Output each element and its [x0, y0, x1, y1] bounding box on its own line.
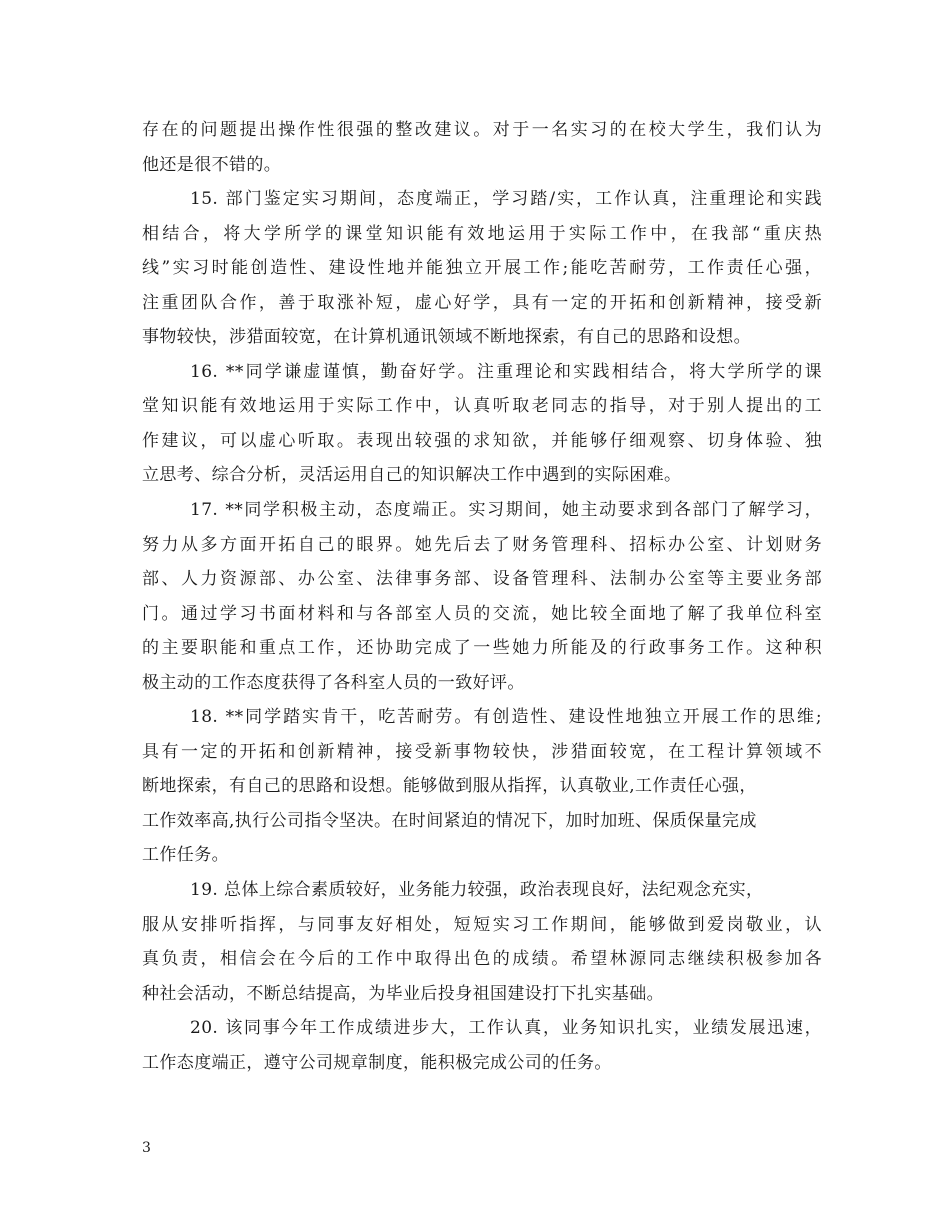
document-body [142, 113, 822, 1080]
text-line: 作建议，可以虚心听取。表现出较强的求知欲，并能够仔细观察、切身体验、独 [142, 430, 822, 451]
text-line: 具有一定的开拓和创新精神，接受新事物较快，涉猎面较宽，在工程计算领域不 [142, 741, 822, 762]
text-line: 他还是很不错的。 [142, 154, 282, 175]
paragraph-16-first-line: 16. **同学谦虚谨慎，勤奋好学。注重理论和实践相结合，将大学所学的课 [190, 361, 822, 382]
text-line: 注重团队合作，善于取涨补短，虚心好学，具有一定的开拓和创新精神，接受新 [142, 292, 822, 313]
text-line: 门。通过学习书面材料和与各部室人员的交流，她比较全面地了解了我单位科室 [142, 603, 822, 624]
text-line: 努力从多方面开拓自己的眼界。她先后去了财务管理科、招标办公室、计划财务 [142, 534, 822, 555]
paragraph-19-first-line: 19. 总体上综合素质较好，业务能力较强，政治表现良好，法纪观念充实， [190, 880, 764, 901]
paragraph-17-first-line: 17. **同学积极主动，态度端正。实习期间，她主动要求到各部门了解学习， [190, 500, 822, 521]
text-line: 断地探索，有自己的思路和设想。能够做到服从指挥，认真敬业,工作责任心强， [142, 776, 757, 797]
text-line: 部、人力资源部、办公室、法律事务部、设备管理科、法制办公室等主要业务部 [142, 569, 822, 590]
text-line: 种社会活动，不断总结提高，为毕业后投身祖国建设打下扎实基础。 [142, 983, 664, 1004]
text-line: 的主要职能和重点工作，还协助完成了一些她力所能及的行政事务工作。这种积 [142, 638, 822, 659]
text-line: 真负责，相信会在今后的工作中取得出色的成绩。希望林源同志继续积极参加各 [142, 949, 822, 970]
paragraph-20-first-line: 20. 该同事今年工作成绩进步大，工作认真，业务知识扎实，业绩发展迅速， [190, 1018, 822, 1039]
text-line: 堂知识能有效地运用于实际工作中，认真听取老同志的指导，对于别人提出的工 [142, 396, 822, 417]
text-line: 服从安排听指挥，与同事友好相处，短短实习工作期间，能够做到爱岗敬业，认 [142, 914, 822, 935]
text-line: 工作态度端正，遵守公司规章制度，能积极完成公司的任务。 [142, 1052, 612, 1073]
paragraph-15-first-line: 15. 部门鉴定实习期间，态度端正，学习踏/实，工作认真，注重理论和实践 [190, 189, 822, 210]
text-line: 极主动的工作态度获得了各科室人员的一致好评。 [142, 672, 525, 693]
text-line: 线”实习时能创造性、建设性地并能独立开展工作;能吃苦耐劳，工作责任心强， [142, 258, 822, 279]
text-line: 工作任务。 [142, 845, 229, 866]
page-number: 3 [142, 1140, 151, 1156]
text-line: 相结合，将大学所学的课堂知识能有效地运用于实际工作中，在我部“重庆热 [142, 223, 822, 244]
text-line: 事物较快，涉猎面较宽，在计算机通讯领域不断地探索，有自己的思路和设想。 [142, 327, 751, 348]
paragraph-18-first-line: 18. **同学踏实肯干，吃苦耐劳。有创造性、建设性地独立开展工作的思维; [190, 707, 822, 728]
text-line: 工作效率高,执行公司指令坚决。在时间紧迫的情况下，加时加班、保质保量完成 [142, 810, 757, 831]
text-line: 立思考、综合分析，灵活运用自己的知识解决工作中遇到的实际困难。 [142, 465, 682, 486]
text-line: 存在的问题提出操作性很强的整改建议。对于一名实习的在校大学生，我们认为 [142, 120, 822, 140]
